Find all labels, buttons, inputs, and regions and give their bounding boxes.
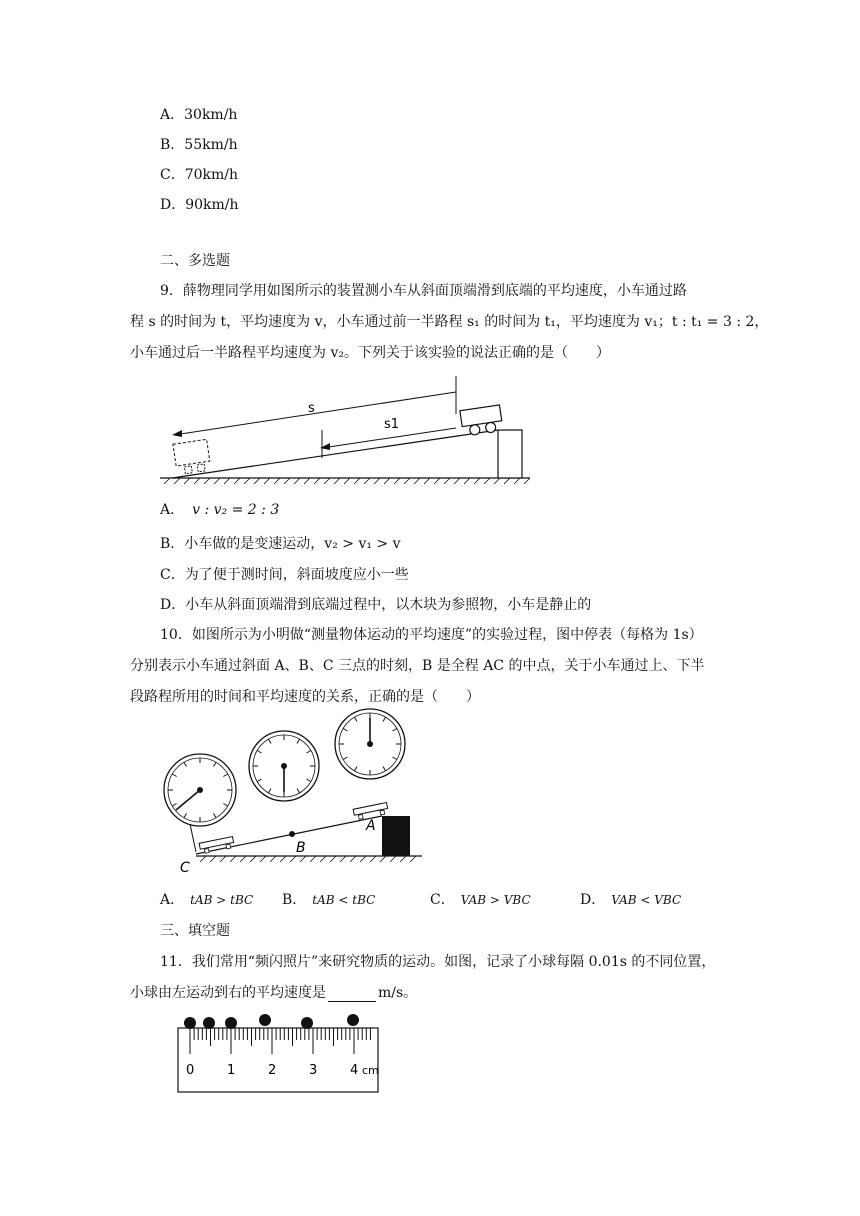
section-heading-fill-in: 三、填空题 <box>160 923 230 939</box>
q10-stopwatch-incline-figure <box>160 706 430 874</box>
q8-option-b: B．55km/h <box>160 137 238 153</box>
q10-label-b: B <box>296 840 306 856</box>
q9-label-s1: s1 <box>384 417 400 432</box>
q10-option-c: C． VAB > VBC <box>430 892 531 908</box>
q10-label-c: C <box>180 860 190 874</box>
ruler-tick-0: 0 <box>186 1063 195 1078</box>
section-heading-multiple-choice: 二、多选题 <box>160 253 230 269</box>
stopwatch-b <box>249 731 319 801</box>
q10-option-a: A． tAB > tBC <box>160 892 254 908</box>
q11-answer-blank[interactable] <box>328 987 376 1002</box>
q10-option-d: D． VAB < VBC <box>580 892 682 908</box>
q10-stem-line1: 10．如图所示为小明做“测量物体运动的平均速度”的实验过程，图中停表（每格为 1s） <box>160 627 703 643</box>
q9-option-b: B．小车做的是变速运动，v₂ > v₁ > v <box>160 536 401 552</box>
q11-ruler-figure <box>176 1010 386 1094</box>
q8-option-d: D．90km/h <box>160 197 239 213</box>
q9-incline-figure <box>160 372 540 487</box>
ruler-tick-2: 2 <box>268 1063 277 1078</box>
ruler-unit-label: cm <box>362 1064 379 1077</box>
ruler-tick-4: 4 <box>350 1063 359 1078</box>
q9-option-a: A． v : v₂ = 2 : 3 <box>160 502 280 518</box>
q10-label-a: A <box>366 818 376 834</box>
q8-option-a: A．30km/h <box>160 107 238 123</box>
q9-option-d: D．小车从斜面顶端滑到底端过程中，以木块为参照物，小车是静止的 <box>160 597 592 613</box>
stopwatch-a <box>335 709 405 779</box>
q9-option-c: C．为了便于测时间，斜面坡度应小一些 <box>160 567 409 583</box>
stopwatch-c <box>164 754 236 826</box>
ruler-tick-1: 1 <box>227 1063 236 1078</box>
q9-stem-line1: 9．薛物理同学用如图所示的装置测小车从斜面顶端滑到底端的平均速度，小车通过路 <box>160 283 687 299</box>
q11-stem-line2: 小球由左运动到右的平均速度是 m/s。 <box>130 985 418 1001</box>
q10-option-b: B． tAB < tBC <box>282 892 376 908</box>
q9-stem-line2: 程 s 的时间为 t，平均速度为 v，小车通过前一半路程 s₁ 的时间为 t₁，平均速度为 v₁；t : t₁ = 3 : 2， <box>130 314 769 330</box>
q10-stem-line2: 分别表示小车通过斜面 A、B、C 三点的时刻，B 是全程 AC 的中点，关于小车通过上、下半 <box>130 658 705 674</box>
q11-stem-line1: 11．我们常用“频闪照片”来研究物质的运动。如图，记录了小球每隔 0.01s 的不同位置， <box>160 954 716 970</box>
q10-stem-line3: 段路程所用的时间和平均速度的关系，正确的是（ ） <box>130 689 480 705</box>
ruler-tick-3: 3 <box>309 1063 318 1078</box>
q9-label-s: s <box>308 401 315 416</box>
q9-stem-line3: 小车通过后一半路程平均速度为 v₂。下列关于该实验的说法正确的是（ ） <box>130 345 610 361</box>
q8-option-c: C．70km/h <box>160 167 239 183</box>
